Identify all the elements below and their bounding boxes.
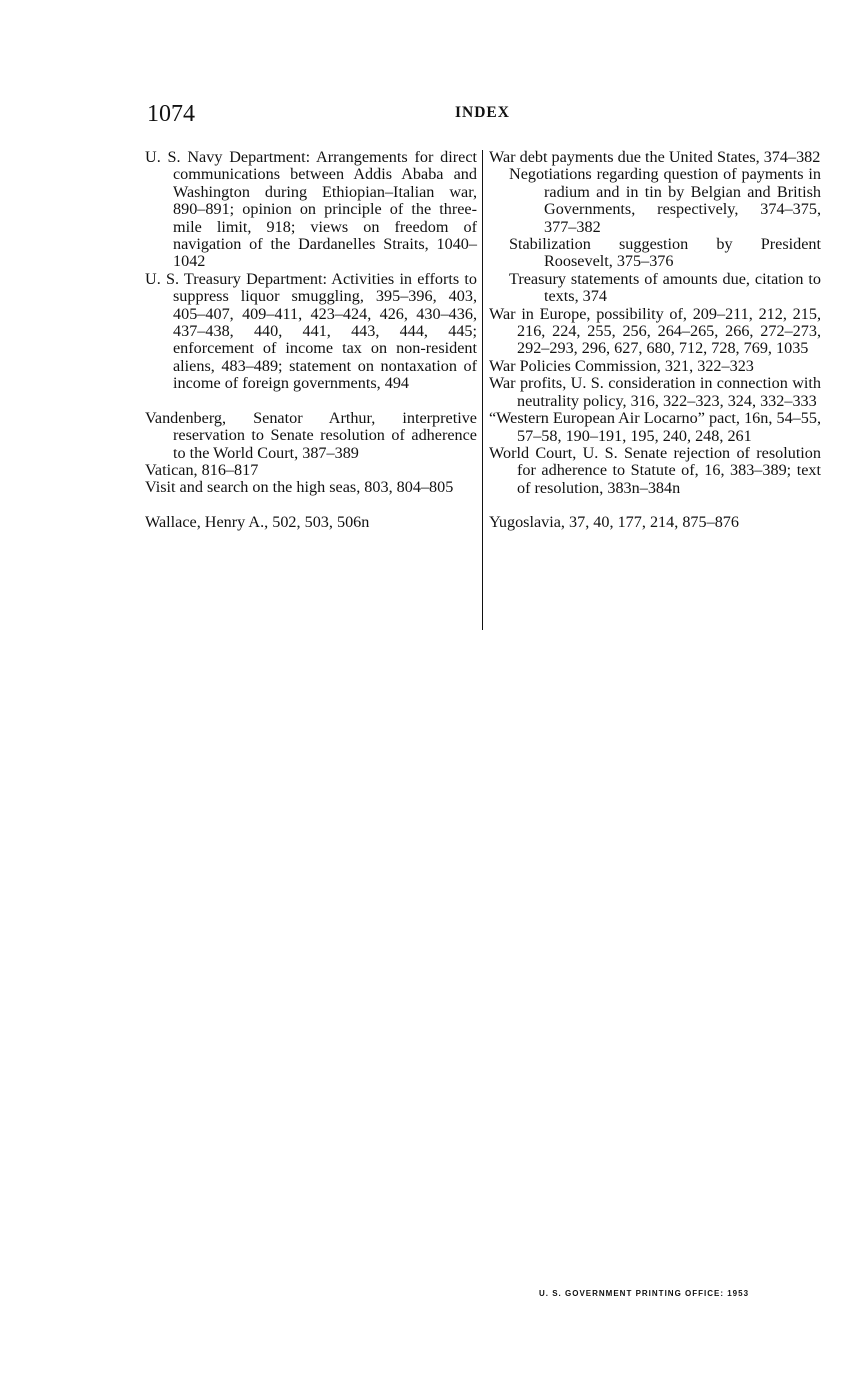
index-subentry: Treasury statements of amounts due, citation to texts, 374 [509,269,821,306]
index-entry: War in Europe, possibility of, 209–211, 212, 215, 216, 224, 255, 256, 264–265, 266, 272–273, 292–293, 296, 627, 680, 712, 728, 769, 1035 [489,304,821,358]
index-entry: War Policies Commission, 321, 322–323 [489,356,754,375]
index-entry: Vatican, 816–817 [145,460,259,479]
index-column-left [145,149,477,531]
index-entry: Vandenberg, Senator Arthur, interpretive reservation to Senate resolution of adherence to the World Court, 387–389 [145,408,477,462]
printer-imprint: U. S. GOVERNMENT PRINTING OFFICE: 1953 [539,1289,750,1298]
running-head: INDEX [455,104,510,121]
index-column-right [489,149,821,532]
index-entry: World Court, U. S. Senate rejection of resolution for adherence to Statute of, 16, 383–389; text of resolution, 383n–384n [489,443,821,497]
index-entry: U. S. Treasury Department: Activities in efforts to suppress liquor smuggling, 395–396, 403, 405–407, 409–411, 423–424, 426, 430–436, 437–438, 440, 441, 443, 444, 445; enforcement of income tax on non-resident aliens, 483–489; statement on nontaxation of income of foreign governments, 494 [145,269,477,393]
index-entry: U. S. Navy Department: Arrangements for direct communications between Addis Ababa and Washington during Ethiopian–Italian war, 890–891; opinion on principle of the three-mile limit, 918; views on freedom of navigation of the Dardanelles Straits, 1040–1042 [145,148,477,271]
index-entry: Wallace, Henry A., 502, 503, 506n [145,512,370,531]
column-divider [482,150,483,630]
index-subentry: Negotiations regarding question of payments in radium and in tin by Belgian and British Governments, respectively, 374–375, 377–382 [509,165,821,236]
index-entry: Yugoslavia, 37, 40, 177, 214, 875–876 [489,513,739,532]
index-subentry: Stabilization suggestion by President Roosevelt, 375–376 [509,235,821,271]
page-number: 1074 [147,101,195,127]
index-entry: “Western European Air Locarno” pact, 16n, 54–55, 57–58, 190–191, 195, 240, 248, 261 [489,409,821,445]
index-entry: War debt payments due the United States, 374–382 [489,148,821,166]
index-entry: Visit and search on the high seas, 803, 804–805 [145,478,454,497]
index-entry: War profits, U. S. consideration in connection with neutrality policy, 316, 322–323, 324, 332–333 [489,374,821,410]
